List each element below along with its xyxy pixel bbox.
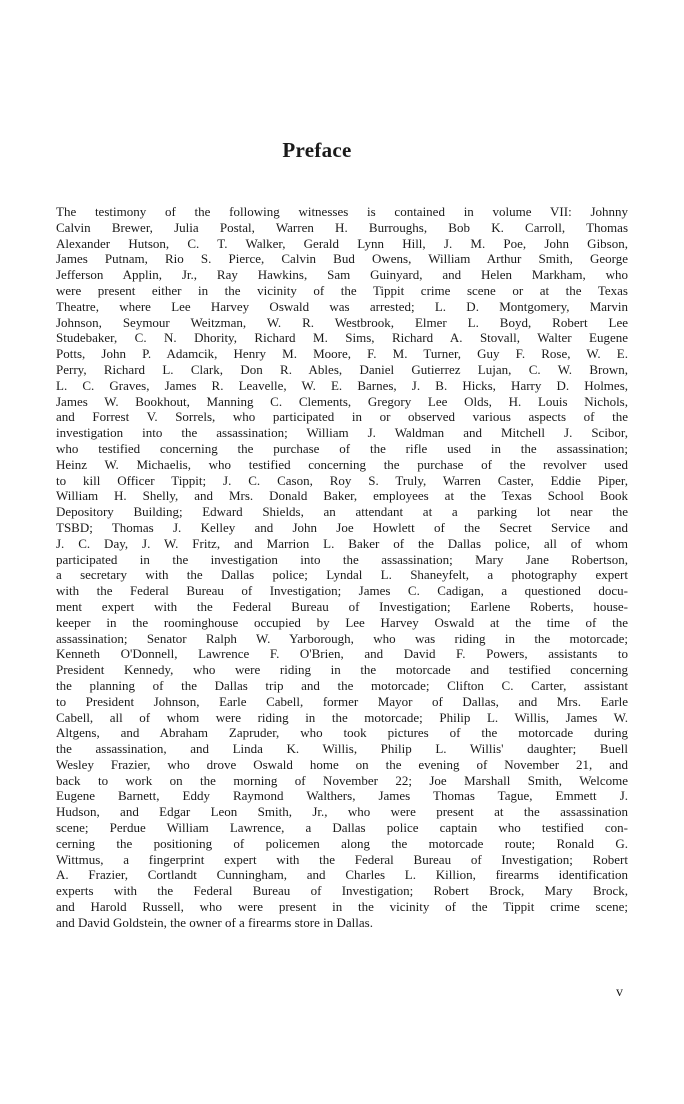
text-line: participated in the investigation into the assassination; Mary Jane Robertson, <box>56 551 628 567</box>
text-line: James Putnam, Rio S. Pierce, Calvin Bud Owens, William Arthur Smith, George <box>56 251 628 267</box>
text-line: J. C. Day, J. W. Fritz, and Marrion L. Baker of the Dallas police, all of whom <box>56 535 628 551</box>
text-line: Heinz W. Michaelis, who testified concerning the purchase of the revolver used <box>56 456 628 472</box>
text-line: Eugene Barnett, Eddy Raymond Walthers, James Thomas Tague, Emmett J. <box>56 788 628 804</box>
text-line: Perry, Richard L. Clark, Don R. Ables, Daniel Gutierrez Lujan, C. W. Brown, <box>56 361 628 377</box>
text-line: Alexander Hutson, C. T. Walker, Gerald Lynn Hill, J. M. Poe, John Gibson, <box>56 235 628 251</box>
text-line: A. Frazier, Cortlandt Cunningham, and Charles L. Killion, firearms identification <box>56 867 628 883</box>
text-line: investigation into the assassination; William J. Waldman and Mitchell J. Scibor, <box>56 425 628 441</box>
text-line: President Kennedy, who were riding in the motorcade and testified concerning <box>56 662 628 678</box>
text-line: and Harold Russell, who were present in the vicinity of the Tippit crime scene; <box>56 899 628 915</box>
text-line: Kenneth O'Donnell, Lawrence F. O'Brien, and David F. Powers, assistants to <box>56 646 628 662</box>
text-line: the planning of the Dallas trip and the motorcade; Clifton C. Carter, assistant <box>56 677 628 693</box>
text-line: L. C. Graves, James R. Leavelle, W. E. Barnes, J. B. Hicks, Harry D. Holmes, <box>56 377 628 393</box>
text-line: keeper in the roominghouse occupied by Lee Harvey Oswald at the time of the <box>56 614 628 630</box>
text-line: William H. Shelly, and Mrs. Donald Baker, employees at the Texas School Book <box>56 488 628 504</box>
text-line: and David Goldstein, the owner of a firearms store in Dallas. <box>56 914 373 930</box>
text-line: Potts, John P. Adamcik, Henry M. Moore, F. M. Turner, Guy F. Rose, W. E. <box>56 346 628 362</box>
text-line: Wittmus, a fingerprint expert with the Federal Bureau of Investigation; Robert <box>56 851 628 867</box>
text-line: back to work on the morning of November 22; Joe Marshall Smith, Welcome <box>56 772 628 788</box>
text-line: TSBD; Thomas J. Kelley and John Joe Howlett of the Secret Service and <box>56 519 628 535</box>
text-line: Jefferson Applin, Jr., Ray Hawkins, Sam Guinyard, and Helen Markham, who <box>56 267 628 283</box>
text-line: scene; Perdue William Lawrence, a Dallas police captain who testified con- <box>56 820 628 836</box>
text-line: Wesley Frazier, who drove Oswald home on the evening of November 21, and <box>56 756 628 772</box>
text-line: Johnson, Seymour Weitzman, W. R. Westbrook, Elmer L. Boyd, Robert Lee <box>56 314 628 330</box>
page-title: Preface <box>282 138 352 162</box>
page-number: v <box>616 985 623 1000</box>
text-line: and Forrest V. Sorrels, who participated in or observed various aspects of the <box>56 409 628 425</box>
text-line: Theatre, where Lee Harvey Oswald was arrested; L. D. Montgomery, Marvin <box>56 298 628 314</box>
text-line: Hudson, and Edgar Leon Smith, Jr., who were present at the assassination <box>56 804 628 820</box>
text-line: Depository Building; Edward Shields, an attendant at a parking lot near the <box>56 504 628 520</box>
text-line: Studebaker, C. N. Dhority, Richard M. Sims, Richard A. Stovall, Walter Eugene <box>56 330 628 346</box>
text-line: a secretary with the Dallas police; Lyndal L. Shaneyfelt, a photography expert <box>56 567 628 583</box>
text-line: ment expert with the Federal Bureau of Investigation; Earlene Roberts, house- <box>56 598 628 614</box>
text-line: The testimony of the following witnesses is contained in volume VII: Johnny <box>56 204 628 219</box>
text-line: James W. Bookhout, Manning C. Clements, Gregory Lee Olds, H. Louis Nichols, <box>56 393 628 409</box>
text-line: the assassination, and Linda K. Willis, Philip L. Willis' daughter; Buell <box>56 741 628 757</box>
text-line: to kill Officer Tippit; J. C. Cason, Roy S. Truly, Warren Caster, Eddie Piper, <box>56 472 628 488</box>
text-line: Cabell, all of whom were riding in the motorcade; Philip L. Willis, James W. <box>56 709 628 725</box>
text-line: to President Johnson, Earle Cabell, former Mayor of Dallas, and Mrs. Earle <box>56 693 628 709</box>
text-line: were present either in the vicinity of the Tippit crime scene or at the Texas <box>56 282 628 298</box>
text-line: experts with the Federal Bureau of Investigation; Robert Brock, Mary Brock, <box>56 883 628 899</box>
text-line: who testified concerning the purchase of the rifle used in the assassination; <box>56 440 628 456</box>
text-line: with the Federal Bureau of Investigation; James C. Cadigan, a questioned docu- <box>56 583 628 599</box>
preface-paragraph <box>56 204 628 931</box>
text-line: cerning the positioning of policemen along the motorcade route; Ronald G. <box>56 835 628 851</box>
text-line: assassination; Senator Ralph W. Yarborough, who was riding in the motorcade; <box>56 630 628 646</box>
text-line: Calvin Brewer, Julia Postal, Warren H. Burroughs, Bob K. Carroll, Thomas <box>56 219 628 235</box>
text-line: Altgens, and Abraham Zapruder, who took pictures of the motorcade during <box>56 725 628 741</box>
